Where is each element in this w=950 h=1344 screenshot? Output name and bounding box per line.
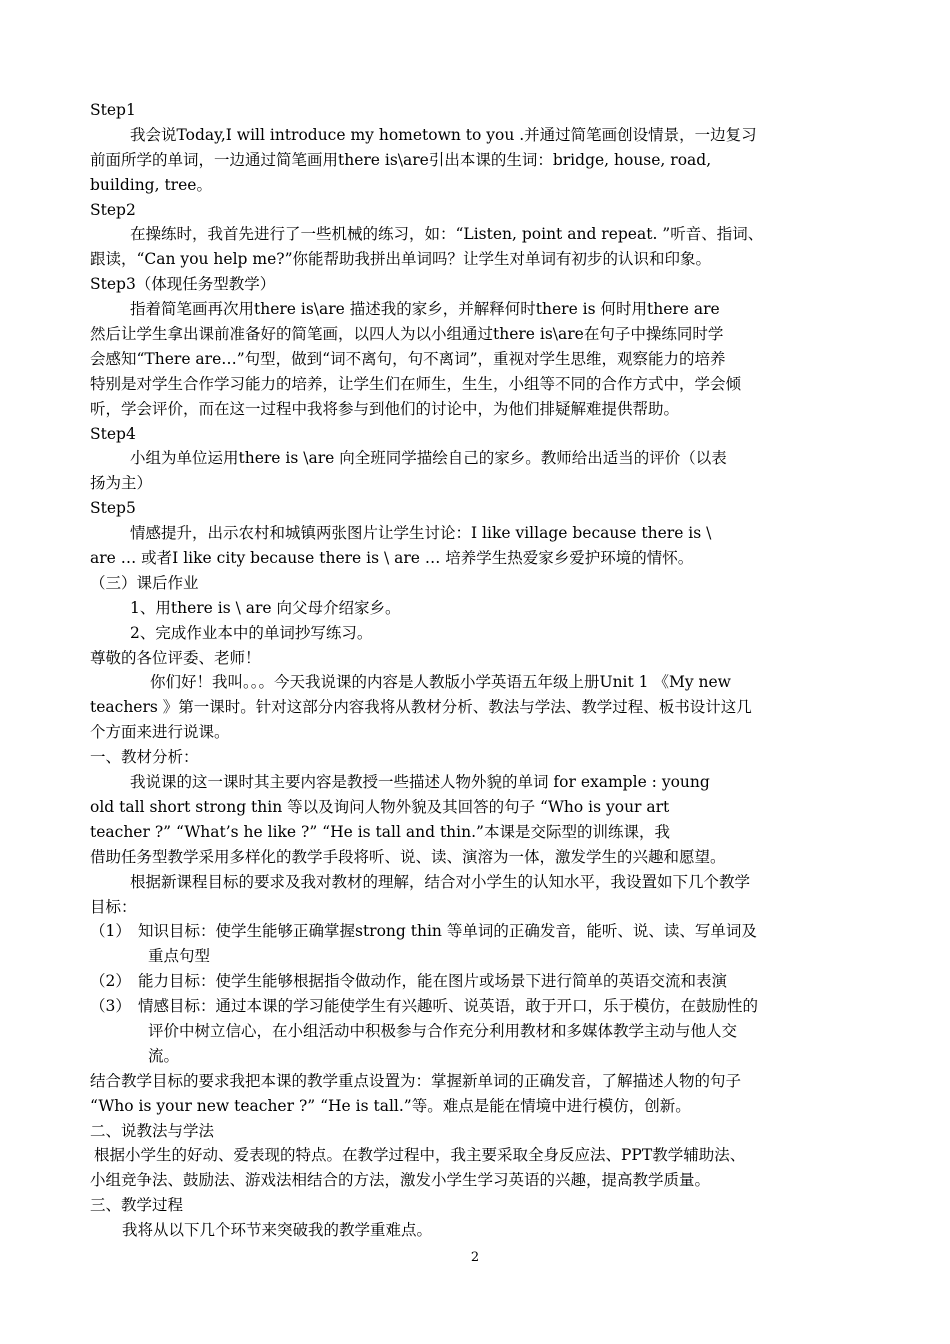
goal-text: 能力目标：使学生能够根据指令做动作，能在图片或场景下进行简单的英语交流和表演 [138, 972, 728, 991]
analysis-paragraph-line: 借助任务型教学采用多样化的教学手段将听、说、读、演溶为一体，激发学生的兴趣和愿望。 [90, 847, 726, 866]
step3-paragraph-line: 然后让学生拿出课前准备好的简笔画，以四人为以小组通过there is\are在句子中操练同时学 [90, 325, 724, 344]
intro-paragraph-line: 个方面来进行说课。 [90, 723, 230, 742]
document-body [90, 98, 890, 1243]
step4-paragraph-line: 小组为单位运用there is \are 向全班同学描绘自己的家乡。教师给出适当的评价（以表 [130, 449, 727, 468]
goals-intro-line: 目标： [90, 897, 137, 916]
step5-heading: Step5 [90, 499, 136, 518]
step3-paragraph-line: 指着简笔画再次用there is\are 描述我的家乡，并解释何时there is 何时用there are [130, 300, 720, 319]
goal-item-knowledge [90, 919, 890, 944]
methods-paragraph-line: 小组竞争法、鼓励法、游戏法相结合的方法，激发小学生学习英语的兴趣，提高教学质量。 [90, 1171, 711, 1190]
step2-paragraph-line: 跟读，“Can you help me?”你能帮助我拼出单词吗？让学生对单词有初步的认识和印象。 [90, 250, 712, 269]
process-paragraph-line: 我将从以下几个环节来突破我的教学重难点。 [122, 1221, 433, 1240]
step2-heading: Step2 [90, 200, 136, 219]
analysis-paragraph-line: 我说课的这一课时其主要内容是教授一些描述人物外貌的单词 for example : young [130, 773, 710, 792]
goal-text-continuation: 重点句型 [148, 947, 211, 966]
goal-number: （1） [90, 922, 131, 941]
step5-paragraph-line: are … 或者I like city because there is \ are … 培养学生热爱家乡爱护环境的情怀。 [90, 549, 694, 568]
goals-intro-line: 根据新课程目标的要求及我对教材的理解，结合对小学生的认知水平，我设置如下几个教学 [130, 872, 751, 891]
analysis-paragraph-line: old tall short strong thin 等以及询问人物外貌及其回答的句子 “Who is your art [90, 797, 670, 816]
step3-paragraph-line: 听，学会评价，而在这一过程中我将参与到他们的讨论中，为他们排疑解难提供帮助。 [90, 399, 680, 418]
goal-text-continuation: 评价中树立信心，在小组活动中积极参与合作充分利用教材和多媒体教学主动与他人交 [148, 1021, 738, 1040]
step3-paragraph-line: 特别是对学生合作学习能力的培养，让学生们在师生，生生，小组等不同的合作方式中，学会倾 [90, 374, 742, 393]
step1-heading: Step1 [90, 101, 136, 119]
goal-number: （3） [90, 997, 131, 1016]
goal-item-ability [90, 969, 890, 994]
step4-heading: Step4 [90, 424, 136, 443]
greeting: 尊敬的各位评委、老师！ [90, 648, 261, 667]
section-heading-teaching-process: 三、教学过程 [90, 1196, 184, 1215]
step1-paragraph-line: building, tree。 [90, 175, 212, 194]
homework-item: 2、完成作业本中的单词抄写练习。 [130, 623, 373, 642]
intro-paragraph-line: 你们好！我叫。。。今天我说课的内容是人教版小学英语五年级上册Unit 1 《My new [150, 673, 731, 692]
step3-paragraph-line: 会感知“There are…”句型，做到“词不离句，句不离词”，重视对学生思维，观察能力的培养 [90, 349, 726, 368]
page-number: 2 [470, 1250, 480, 1265]
goal-text: 知识目标：使学生能够正确掌握strong thin 等单词的正确发音，能听、说、读、写单词及 [138, 922, 757, 941]
homework-heading: （三）课后作业 [90, 573, 199, 592]
analysis-paragraph-line: teacher ?” “What’s he like ?” “He is tall and thin.”本课是交际型的训练课，我 [90, 822, 670, 841]
goal-text: 情感目标：通过本课的学习能使学生有兴趣听、说英语，敢于开口，乐于模仿，在鼓励性的 [138, 997, 759, 1016]
homework-item: 1、用there is \ are 向父母介绍家乡。 [130, 598, 401, 617]
goal-text-continuation: 流。 [148, 1046, 180, 1065]
step4-paragraph-line: 扬为主） [90, 474, 153, 493]
section-heading-material-analysis: 一、教材分析： [90, 748, 199, 767]
goal-item-emotion [90, 994, 890, 1019]
step2-paragraph-line: 在操练时，我首先进行了一些机械的练习，如：“Listen, point and repeat. ”听音、指词、 [130, 225, 764, 244]
step5-paragraph-line: 情感提升，出示农村和城镇两张图片让学生讨论：I like village because there is \ [130, 524, 712, 543]
step1-paragraph-line: 我会说Today,I will introduce my hometown to you .并通过简笔画创设情景，一边复习 [130, 125, 757, 144]
key-points-line: 结合教学目标的要求我把本课的教学重点设置为：掌握新单词的正确发音，了解描述人物的句子 [90, 1071, 742, 1090]
section-heading-methods: 二、说教法与学法 [90, 1121, 215, 1140]
methods-paragraph-line: 根据小学生的好动、爱表现的特点。在教学过程中，我主要采取全身反应法、PPT教学辅助法、 [94, 1146, 746, 1165]
step3-heading: Step3（体现任务型教学） [90, 275, 276, 294]
key-points-line: “Who is your new teacher ?” “He is tall.”等。难点是能在情境中进行模仿，创新。 [90, 1096, 691, 1115]
step1-paragraph-line: 前面所学的单词，一边通过简笔画用there is\are引出本课的生词：bridge, house, road, [90, 150, 712, 169]
goal-number: （2） [90, 972, 131, 991]
intro-paragraph-line: teachers 》第一课时。针对这部分内容我将从教材分析、教法与学法、教学过程、板书设计这几 [90, 698, 752, 717]
